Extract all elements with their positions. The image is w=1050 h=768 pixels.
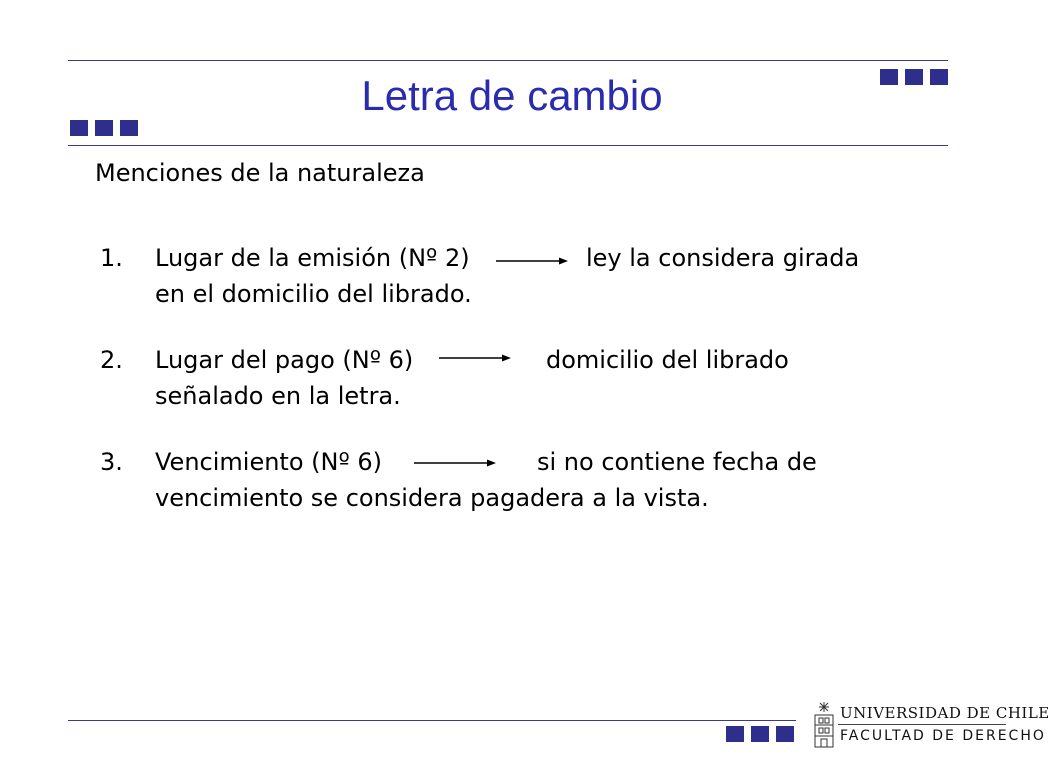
arrow-icon	[495, 256, 569, 266]
section-subtitle: Menciones de la naturaleza	[95, 159, 425, 187]
item-continuation: en el domicilio del librado.	[155, 280, 472, 308]
top-rule	[68, 60, 948, 61]
item-result: domicilio del librado	[546, 346, 789, 374]
item-number: 3.	[100, 448, 123, 476]
university-name: UNIVERSIDAD DE CHILE	[840, 704, 1050, 722]
item-result: si no contiene fecha de	[537, 448, 817, 476]
page-title: Letra de cambio	[361, 72, 663, 119]
item-number: 1.	[100, 244, 123, 272]
logo-divider	[838, 724, 1006, 725]
title-rule	[68, 145, 948, 146]
university-logo	[812, 700, 1050, 752]
item-number: 2.	[100, 346, 123, 374]
university-seal-icon	[812, 700, 836, 750]
item-result: ley la considera girada	[586, 244, 860, 272]
faculty-name: FACULTAD DE DERECHO	[840, 728, 1046, 744]
arrow-icon	[413, 458, 497, 468]
item-continuation: señalado en la letra.	[155, 382, 401, 410]
item-continuation: vencimiento se considera pagadera a la vista.	[155, 484, 709, 512]
item-label: Lugar del pago (Nº 6)	[155, 346, 414, 374]
item-label: Vencimiento (Nº 6)	[155, 448, 383, 476]
item-label: Lugar de la emisión (Nº 2)	[155, 244, 470, 272]
arrow-icon	[438, 353, 512, 363]
bottom-rule	[68, 720, 796, 721]
